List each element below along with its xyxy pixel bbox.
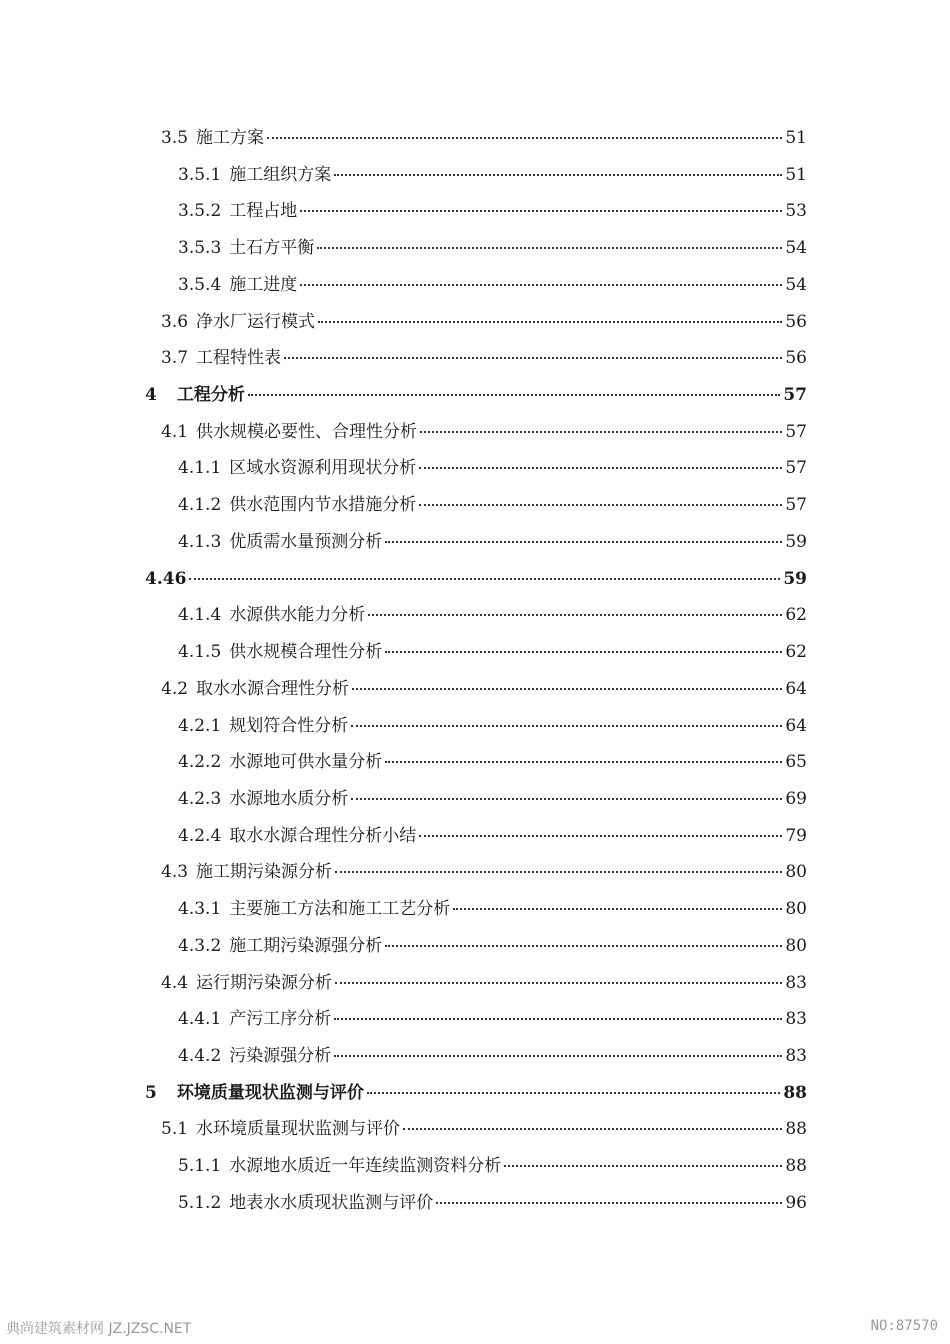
toc-entry[interactable] — [178, 494, 807, 516]
toc-entry-number: 5.1.2 — [178, 1192, 222, 1213]
toc-leader-dots — [284, 357, 782, 359]
toc-leader-dots — [352, 688, 782, 690]
toc-entry-title: 工程占地 — [229, 201, 298, 222]
toc-entry[interactable] — [161, 421, 807, 443]
toc-entry-title: 产污工序分析 — [229, 1009, 332, 1030]
toc-entry[interactable] — [178, 641, 807, 663]
toc-entry[interactable] — [145, 384, 807, 406]
toc-entry-title: 运行期污染源分析 — [196, 972, 333, 993]
toc-entry[interactable] — [161, 127, 807, 149]
toc-entry-page: 51 — [785, 164, 807, 185]
toc-entry-page: 53 — [785, 201, 807, 222]
toc-entry-title: 工程特性表 — [196, 348, 282, 369]
toc-entry-number: 4.1.4 — [178, 605, 222, 626]
toc-entry-number: 4.1 — [161, 421, 189, 442]
toc-entry-number: 4.3.1 — [178, 899, 222, 920]
toc-entry-number: 4.4.2 — [178, 1046, 222, 1066]
toc-entry-title: 供水规模必要性、合理性分析 — [196, 421, 418, 442]
toc-entry-page: 80 — [785, 899, 807, 920]
toc-entry-number: 3.5 — [161, 128, 189, 148]
toc-leader-dots — [385, 945, 782, 947]
toc-entry[interactable] — [178, 237, 807, 259]
toc-entry[interactable] — [178, 531, 807, 553]
toc-entry-page: 79 — [785, 825, 807, 846]
toc-entry-page: 64 — [785, 678, 807, 699]
toc-entry[interactable] — [178, 274, 807, 296]
toc-entry-number: 5 — [145, 1082, 157, 1103]
toc-leader-dots — [189, 578, 780, 580]
toc-entry-page: 57 — [785, 421, 807, 442]
toc-entry-title: 施工期污染源分析 — [196, 862, 333, 883]
toc-entry-title: 区域水资源利用现状分析 — [229, 458, 417, 479]
toc-leader-dots — [334, 174, 782, 176]
toc-entry-number: 4.2 — [161, 678, 189, 699]
toc-entry[interactable] — [178, 715, 807, 737]
footer-watermark: 典尚建筑素材网 JZ.JZSC.NET — [6, 1321, 192, 1337]
toc-entry[interactable] — [145, 1082, 807, 1104]
toc-entry-title: 取水水源合理性分析小结 — [229, 825, 417, 846]
toc-leader-dots — [318, 321, 782, 323]
toc-entry-page: 56 — [785, 348, 807, 369]
toc-leader-dots — [419, 467, 782, 469]
toc-entry-title: 净水厂运行模式 — [196, 311, 316, 332]
toc-leader-dots — [419, 504, 782, 506]
toc-entry-title: 供水范围内节水措施分析 — [229, 495, 417, 516]
toc-entry-title: 土石方平衡 — [229, 238, 315, 259]
toc-entry-page: 62 — [785, 605, 807, 626]
toc-entry-title: 供水规模合理性分析 — [229, 642, 383, 663]
toc-entry-number: 4 — [145, 385, 157, 406]
toc-entry-page: 88 — [783, 1082, 807, 1103]
toc-entry-number: 5.1.1 — [178, 1156, 222, 1177]
toc-leader-dots — [385, 761, 782, 763]
toc-entry-page: 65 — [785, 752, 807, 773]
toc-entry-number: 4.1.5 — [178, 642, 222, 663]
toc-entry-number: 4.4 — [161, 972, 189, 993]
toc-entry-title: 施工组织方案 — [229, 164, 332, 185]
toc-leader-dots — [300, 284, 782, 286]
toc-entry[interactable] — [178, 604, 807, 626]
toc-leader-dots — [335, 871, 782, 873]
toc-entry-number: 4.4.1 — [178, 1009, 222, 1030]
toc-leader-dots — [267, 137, 782, 139]
toc-entry[interactable] — [178, 1155, 807, 1177]
toc-leader-dots — [403, 1128, 782, 1130]
toc-leader-dots — [351, 798, 782, 800]
toc-entry-page: 57 — [785, 495, 807, 516]
toc-entry-page: 83 — [785, 1046, 807, 1066]
toc-leader-dots — [453, 908, 782, 910]
toc-leader-dots — [385, 541, 782, 543]
toc-entry-page: 88 — [785, 1156, 807, 1177]
toc-entry[interactable] — [161, 311, 807, 333]
toc-entry-title: 主要施工方法和施工工艺分析 — [229, 899, 451, 920]
toc-entry-number: 4.46 — [145, 568, 187, 589]
toc-entry-title: 施工方案 — [196, 128, 265, 148]
toc-entry-number: 4.1.3 — [178, 531, 222, 552]
toc-leader-dots — [248, 394, 780, 396]
toc-entry-number: 4.2.3 — [178, 788, 222, 809]
toc-entry-number: 4.3.2 — [178, 935, 222, 956]
toc-entry-number: 3.6 — [161, 311, 189, 332]
toc-entry-title: 优质需水量预测分析 — [229, 531, 383, 552]
toc-entry-number: 5.1 — [161, 1119, 189, 1140]
toc-entry-number: 3.5.4 — [178, 274, 222, 295]
toc-entry-page: 59 — [785, 531, 807, 552]
toc-entry[interactable] — [161, 1118, 807, 1140]
toc-entry-page: 80 — [785, 935, 807, 956]
toc-entry-title: 施工期污染源强分析 — [229, 935, 383, 956]
toc-entry-number: 3.5.2 — [178, 201, 222, 222]
toc-entry-number: 4.2.1 — [178, 715, 222, 736]
toc-entry-page: 57 — [783, 385, 807, 406]
toc-entry-page: 57 — [785, 458, 807, 479]
toc-entry-page: 54 — [785, 238, 807, 259]
toc-entry-title: 规划符合性分析 — [229, 715, 349, 736]
toc-entry[interactable] — [178, 164, 807, 186]
toc-entry-number: 3.5.1 — [178, 164, 222, 185]
toc-entry-title: 取水水源合理性分析 — [196, 678, 350, 699]
toc-leader-dots — [385, 651, 782, 653]
toc-entry-title: 水源供水能力分析 — [229, 605, 366, 626]
toc-entry-page: 80 — [785, 862, 807, 883]
toc-entry-page: 83 — [785, 1009, 807, 1030]
toc-entry[interactable] — [178, 751, 807, 773]
footer-number: NO:87570 — [870, 1318, 938, 1334]
toc-entry-title: 水源地水质分析 — [229, 788, 349, 809]
toc-leader-dots — [334, 1055, 782, 1057]
toc-entry-page: 56 — [785, 311, 807, 332]
toc-entry-number: 4.3 — [161, 862, 189, 883]
toc-entry-page: 96 — [785, 1192, 807, 1213]
toc-entry[interactable] — [161, 972, 807, 994]
toc-entry[interactable] — [178, 200, 807, 222]
toc-entry-page: 59 — [783, 568, 807, 589]
toc-entry-page: 69 — [785, 788, 807, 809]
toc-entry-page: 54 — [785, 274, 807, 295]
toc-leader-dots — [317, 247, 782, 249]
toc-entry[interactable] — [178, 898, 807, 920]
toc-leader-dots — [368, 614, 782, 616]
toc-entry[interactable] — [178, 825, 807, 847]
toc-entry-number: 4.1.1 — [178, 458, 222, 479]
toc-entry-title: 工程分析 — [176, 385, 245, 406]
toc-entry[interactable] — [178, 935, 807, 957]
toc-entry-title: 水源地水质近一年连续监测资料分析 — [229, 1156, 502, 1177]
toc-entry-page: 51 — [785, 128, 807, 148]
toc-leader-dots — [419, 835, 782, 837]
toc-entry-number: 4.2.4 — [178, 825, 222, 846]
toc-entry-title: 地表水水质现状监测与评价 — [229, 1192, 434, 1213]
toc-entry-number: 4.1.2 — [178, 495, 222, 516]
toc-entry-number: 3.5.3 — [178, 238, 222, 259]
toc-leader-dots — [335, 982, 782, 984]
toc-entry-page: 62 — [785, 642, 807, 663]
toc-entry-number: 3.7 — [161, 348, 189, 369]
toc-leader-dots — [334, 1018, 782, 1020]
toc-entry[interactable] — [178, 1008, 807, 1030]
toc-leader-dots — [420, 431, 782, 433]
toc-entry[interactable] — [178, 1045, 807, 1067]
toc-entry-page: 83 — [785, 972, 807, 993]
toc-entry-title: 施工进度 — [229, 274, 298, 295]
toc-entry-title: 水环境质量现状监测与评价 — [196, 1119, 401, 1140]
toc-entry[interactable] — [161, 678, 807, 700]
toc-entry-title: 污染源强分析 — [229, 1046, 332, 1066]
toc-entry[interactable] — [178, 1192, 807, 1214]
toc-leader-dots — [351, 725, 782, 727]
toc-leader-dots — [504, 1165, 782, 1167]
toc-entry[interactable] — [178, 457, 807, 479]
toc-leader-dots — [436, 1202, 782, 1204]
toc-entry-title: 水源地可供水量分析 — [229, 752, 383, 773]
toc-entry-title: 环境质量现状监测与评价 — [176, 1082, 364, 1103]
toc-entry-page: 88 — [785, 1119, 807, 1140]
toc-entry-number: 4.2.2 — [178, 752, 222, 773]
toc-entry[interactable] — [178, 788, 807, 810]
toc-entry-page: 64 — [785, 715, 807, 736]
toc-entry[interactable] — [161, 347, 807, 369]
toc-leader-dots — [300, 210, 782, 212]
toc-leader-dots — [367, 1092, 780, 1094]
toc-entry[interactable] — [161, 861, 807, 883]
toc-entry[interactable] — [145, 568, 807, 590]
